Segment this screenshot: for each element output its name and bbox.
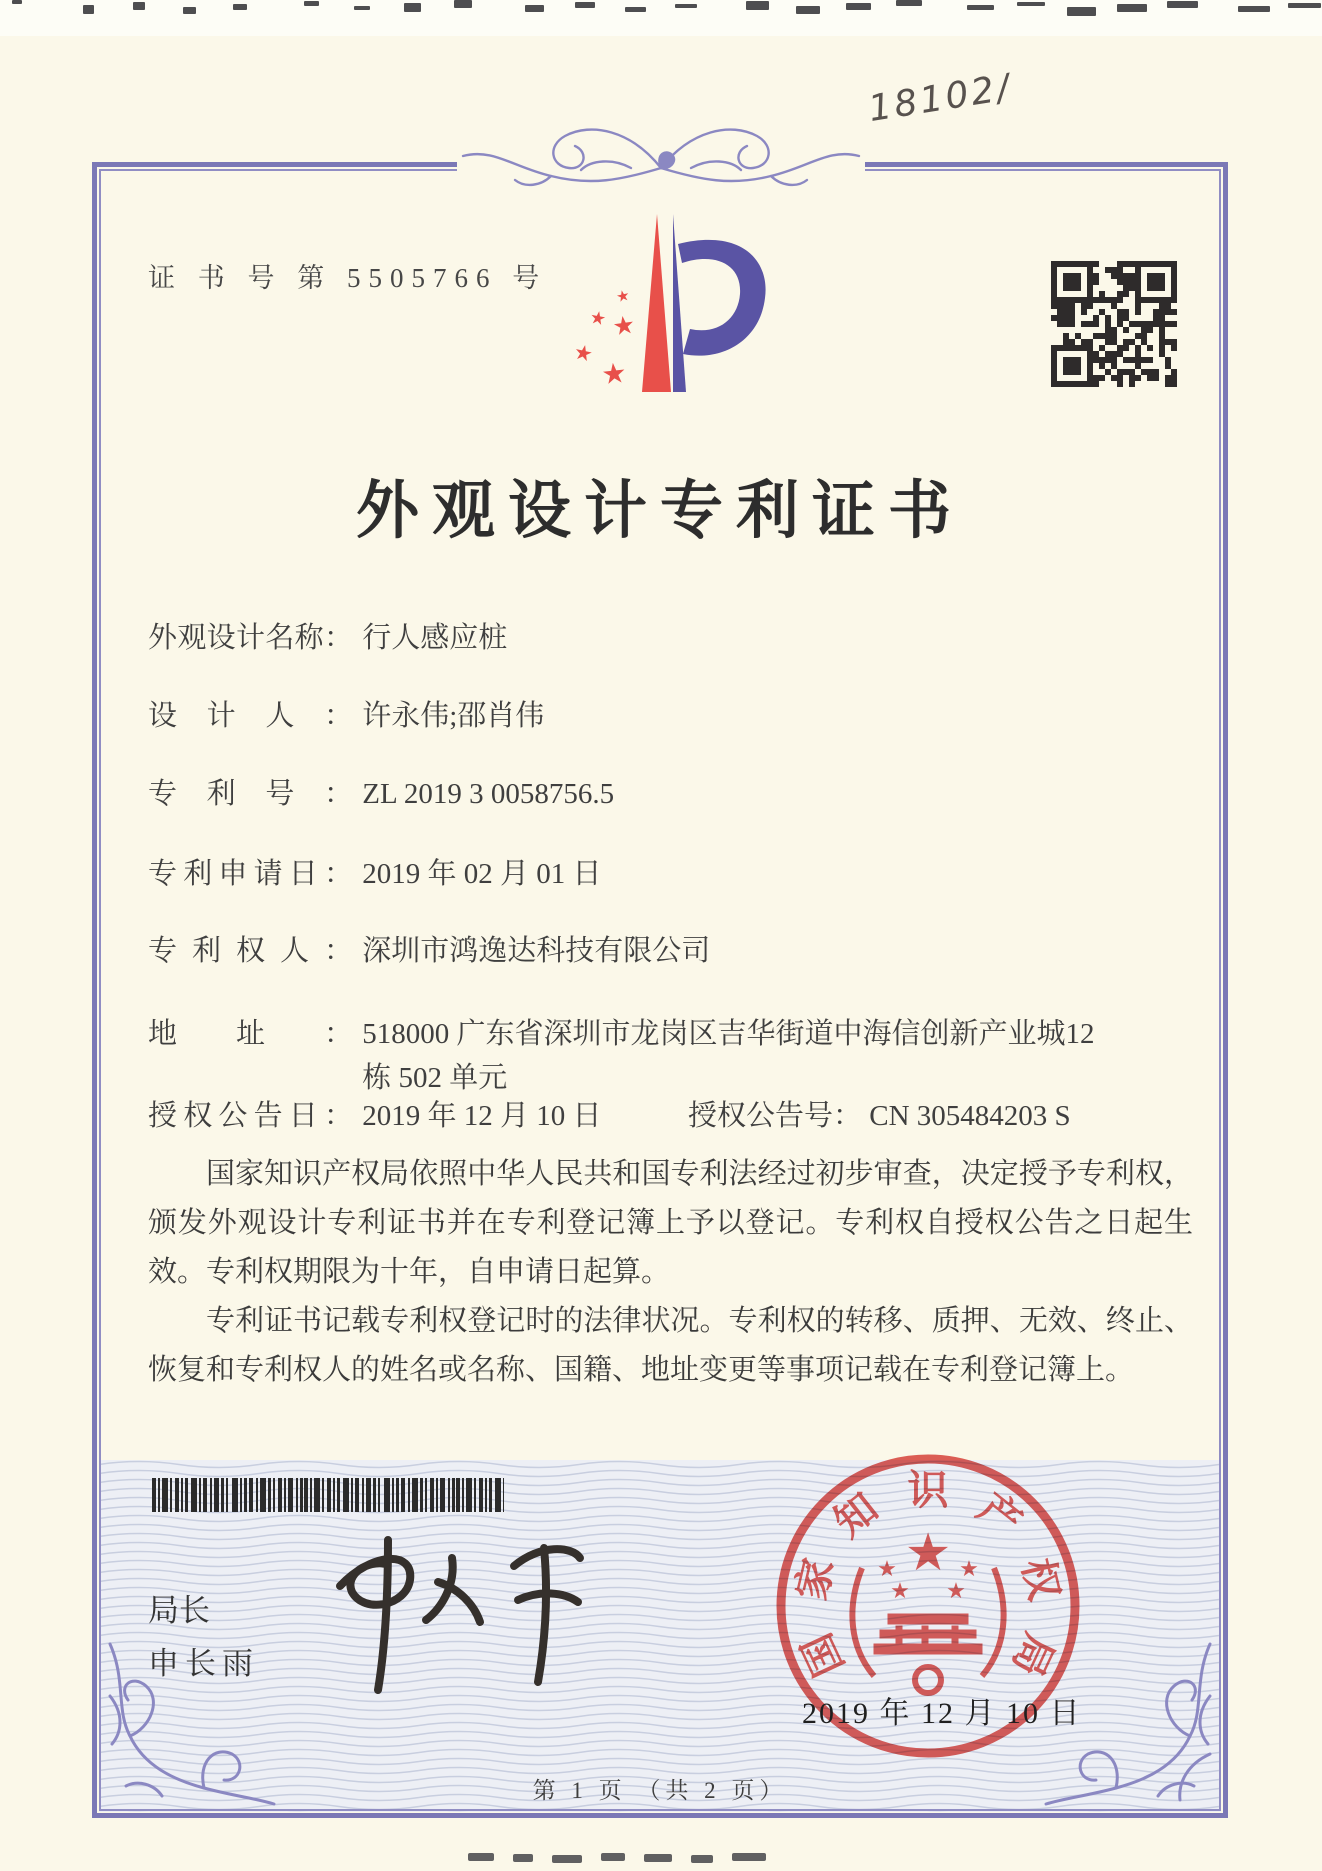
svg-text:识: 识 <box>907 1467 949 1513</box>
certificate-number: 证 书 号 第 5505766 号 <box>148 263 548 293</box>
field-value: 2019 年 02 月 01 日 <box>362 858 602 890</box>
legal-text-block <box>148 1150 1193 1395</box>
scan-edge-band <box>0 0 1322 36</box>
field-label: 授权公告号： <box>688 1100 863 1132</box>
field-label: 专利号： <box>148 778 353 810</box>
field-value: 行人感应桩 <box>362 622 508 654</box>
seal-date: 2019 年 12 月 10 日 <box>802 1697 1082 1730</box>
field-value: 518000 广东省深圳市龙岗区吉华街道中海信创新产业城12 栋 502 单元 <box>362 1018 1095 1094</box>
field-label: 地址： <box>148 1018 353 1050</box>
field-label: 设计人： <box>148 700 353 732</box>
svg-text:★: ★ <box>588 306 608 331</box>
field-label: 授权公告日： <box>148 1100 353 1132</box>
svg-text:知: 知 <box>825 1484 887 1546</box>
field-grant-row <box>148 1094 1158 1138</box>
legal-paragraph-1: 国家知识产权局依照中华人民共和国专利法经过初步审查，决定授予专利权，颁发外观设计专利证书并在专利登记簿上予以登记。专利权自授权公告之日起生效。专利权期限为十年，自申请日起算。 <box>148 1158 1193 1288</box>
svg-text:产: 产 <box>969 1484 1031 1546</box>
svg-text:国: 国 <box>793 1626 853 1684</box>
field-designer <box>148 694 1158 738</box>
director-signature-icon <box>292 1524 592 1699</box>
field-label: 专利申请日： <box>148 858 353 890</box>
director-title: 局长 <box>148 1593 210 1628</box>
field-address <box>148 1012 1158 1100</box>
certificate-title: 外观设计专利证书 <box>356 476 964 546</box>
grant-date-value: 2019 年 12 月 10 日 <box>362 1100 602 1132</box>
svg-text:★: ★ <box>890 1579 910 1604</box>
field-patent-number <box>148 772 1158 816</box>
svg-text:★: ★ <box>959 1557 979 1582</box>
svg-text:权: 权 <box>1013 1553 1068 1605</box>
field-patentee <box>148 929 1158 973</box>
field-label: 专利权人： <box>148 935 353 967</box>
cnipa-patent-logo-icon <box>545 200 775 395</box>
page-number-footer: 第 1 页 （共 2 页） <box>532 1778 788 1803</box>
handwritten-note: 18102/ <box>865 66 1015 131</box>
field-label: 外观设计名称： <box>148 622 353 654</box>
svg-text:★: ★ <box>610 309 637 342</box>
director-name: 申长雨 <box>148 1646 259 1681</box>
grant-number-value: CN 305484203 S <box>869 1100 1071 1132</box>
field-value: ZL 2019 3 0058756.5 <box>362 778 615 810</box>
cut-off-text-fragments <box>468 1853 928 1861</box>
svg-text:家: 家 <box>788 1553 843 1605</box>
field-value: 许永伟;邵肖伟 <box>362 700 545 732</box>
grant-number-pair <box>688 1094 1071 1138</box>
svg-text:★: ★ <box>614 285 632 307</box>
svg-text:★: ★ <box>904 1523 952 1583</box>
field-design-name <box>148 616 1158 660</box>
barcode-icon <box>152 1478 504 1512</box>
qr-code-icon <box>1051 261 1177 387</box>
svg-text:★: ★ <box>599 355 629 392</box>
field-application-date <box>148 852 1158 896</box>
svg-text:★: ★ <box>571 339 596 367</box>
field-value: 深圳市鸿逸达科技有限公司 <box>362 935 711 967</box>
legal-paragraph-2: 专利证书记载专利权登记时的法律状况。专利权的转移、质押、无效、终止、恢复和专利权人的姓名或名称、国籍、地址变更等事项记载在专利登记簿上。 <box>148 1305 1193 1386</box>
svg-text:★: ★ <box>877 1557 897 1582</box>
svg-text:局: 局 <box>1003 1626 1063 1684</box>
svg-text:★: ★ <box>946 1579 966 1604</box>
top-scroll-ornament <box>441 110 881 210</box>
